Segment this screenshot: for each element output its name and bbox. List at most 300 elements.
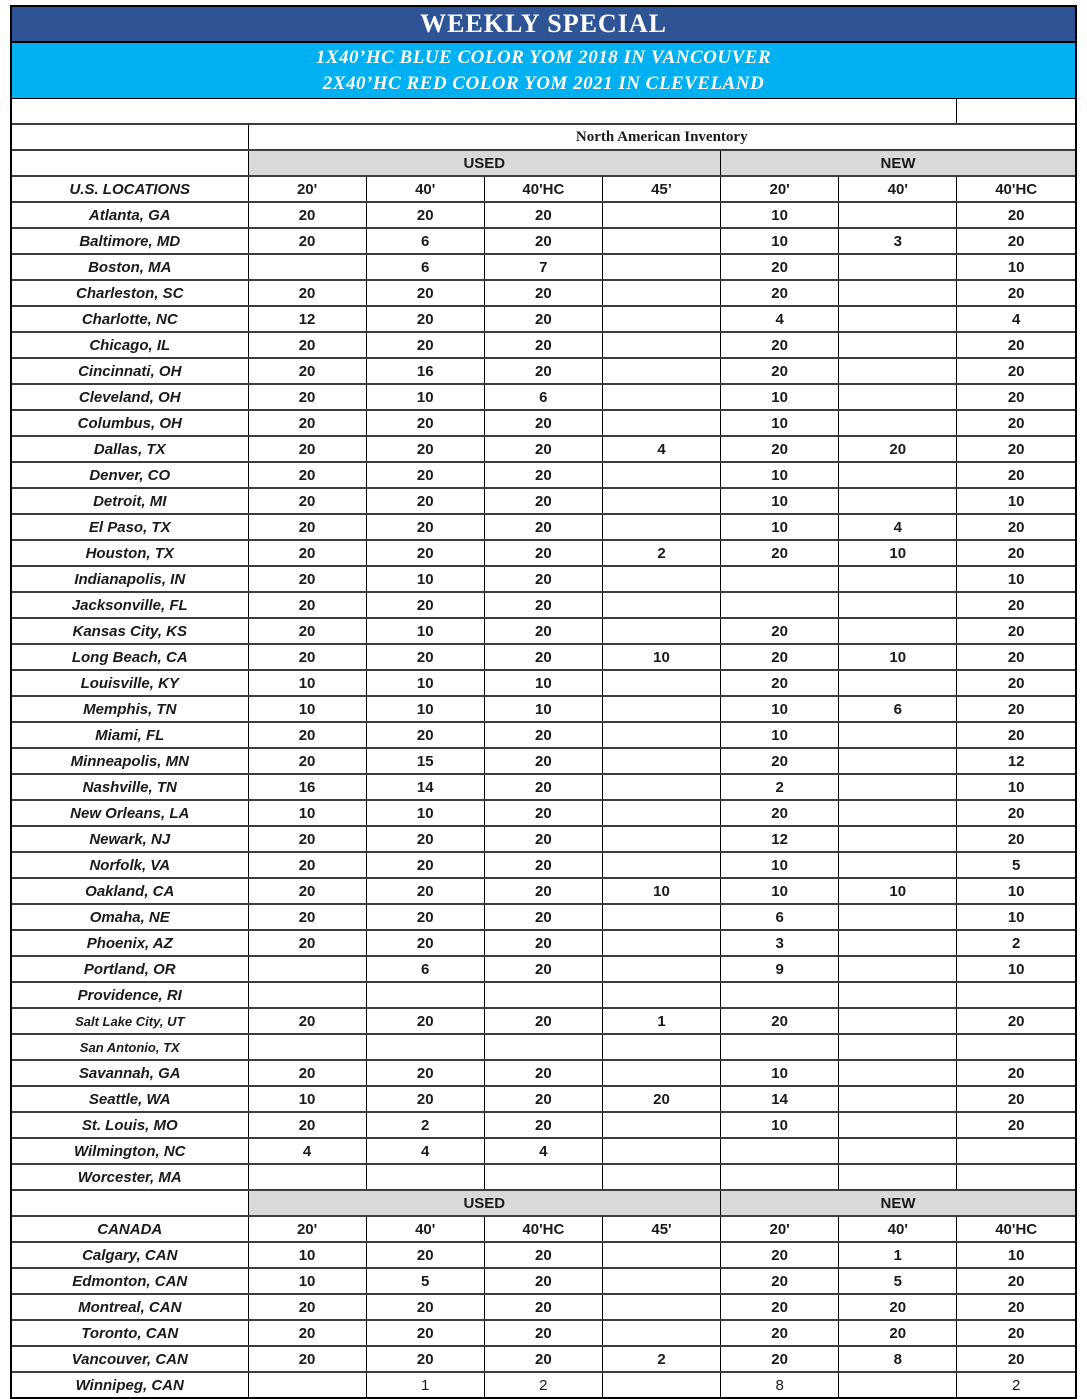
weekly-special-sheet xyxy=(10,5,1077,1399)
value-cell: 20 xyxy=(248,202,366,228)
location-cell: Kansas City, KS xyxy=(12,618,248,644)
value-cell: 20 xyxy=(366,436,484,462)
value-cell: 20 xyxy=(484,826,602,852)
value-cell: 12 xyxy=(957,748,1075,774)
value-cell: 20 xyxy=(248,1008,366,1034)
table-row xyxy=(12,1294,1075,1320)
value-cell: 10 xyxy=(366,800,484,826)
value-cell: 20 xyxy=(248,748,366,774)
table-row xyxy=(12,956,1075,982)
value-cell: 10 xyxy=(721,1060,839,1086)
value-cell: 20 xyxy=(366,462,484,488)
spacer-cell xyxy=(12,99,957,124)
value-cell xyxy=(839,488,957,514)
value-cell: 10 xyxy=(248,1086,366,1112)
location-cell: Columbus, OH xyxy=(12,410,248,436)
value-cell xyxy=(248,956,366,982)
value-cell xyxy=(602,670,720,696)
canada-header: CANADA xyxy=(12,1216,248,1242)
table-row xyxy=(12,332,1075,358)
value-cell xyxy=(484,1164,602,1190)
value-cell xyxy=(721,1164,839,1190)
value-cell: 20 xyxy=(484,228,602,254)
value-cell: 20 xyxy=(366,1320,484,1346)
value-cell: 4 xyxy=(957,306,1075,332)
table-row xyxy=(12,306,1075,332)
value-cell: 20 xyxy=(484,852,602,878)
value-cell: 10 xyxy=(721,462,839,488)
inventory-header: North American Inventory xyxy=(248,124,1075,150)
value-cell: 10 xyxy=(957,254,1075,280)
value-cell: 8 xyxy=(839,1346,957,1372)
value-cell: 5 xyxy=(839,1268,957,1294)
value-cell: 20 xyxy=(484,878,602,904)
location-cell: San Antonio, TX xyxy=(12,1034,248,1060)
canada-rows-body xyxy=(12,1242,1075,1397)
value-cell: 6 xyxy=(839,696,957,722)
value-cell: 20 xyxy=(721,254,839,280)
value-cell: 20 xyxy=(957,1346,1075,1372)
table-row xyxy=(12,904,1075,930)
table-row xyxy=(12,1320,1075,1346)
column-header: 40' xyxy=(366,1216,484,1242)
value-cell xyxy=(839,1164,957,1190)
value-cell: 20 xyxy=(484,930,602,956)
value-cell xyxy=(839,982,957,1008)
value-cell: 20 xyxy=(957,592,1075,618)
value-cell: 6 xyxy=(484,384,602,410)
spacer-cell xyxy=(957,99,1075,124)
value-cell: 6 xyxy=(366,254,484,280)
location-cell: Memphis, TN xyxy=(12,696,248,722)
value-cell xyxy=(602,280,720,306)
value-cell: 20 xyxy=(248,436,366,462)
value-cell: 20 xyxy=(366,826,484,852)
value-cell: 16 xyxy=(248,774,366,800)
value-cell: 20 xyxy=(484,722,602,748)
value-cell: 20 xyxy=(957,1112,1075,1138)
value-cell: 3 xyxy=(721,930,839,956)
table-row xyxy=(12,748,1075,774)
value-cell xyxy=(839,852,957,878)
value-cell xyxy=(957,982,1075,1008)
value-cell: 20 xyxy=(366,592,484,618)
value-cell: 20 xyxy=(366,306,484,332)
value-cell xyxy=(721,1034,839,1060)
location-cell: New Orleans, LA xyxy=(12,800,248,826)
location-cell: Boston, MA xyxy=(12,254,248,280)
value-cell: 20 xyxy=(721,670,839,696)
value-cell: 20 xyxy=(484,956,602,982)
value-cell: 2 xyxy=(721,774,839,800)
value-cell: 10 xyxy=(248,1268,366,1294)
used-group-header: USED xyxy=(248,1190,721,1216)
new-group-header: NEW xyxy=(721,1190,1075,1216)
value-cell xyxy=(839,254,957,280)
value-cell xyxy=(839,358,957,384)
table-row xyxy=(12,930,1075,956)
value-cell: 5 xyxy=(366,1268,484,1294)
value-cell xyxy=(839,1008,957,1034)
value-cell: 20 xyxy=(248,280,366,306)
value-cell: 20 xyxy=(484,1294,602,1320)
location-cell: Omaha, NE xyxy=(12,904,248,930)
value-cell: 14 xyxy=(366,774,484,800)
value-cell: 20 xyxy=(721,1346,839,1372)
value-cell: 10 xyxy=(721,514,839,540)
value-cell: 20 xyxy=(366,540,484,566)
value-cell: 20 xyxy=(957,384,1075,410)
value-cell: 20 xyxy=(721,332,839,358)
value-cell: 20 xyxy=(248,930,366,956)
value-cell xyxy=(602,1294,720,1320)
value-cell xyxy=(602,592,720,618)
location-cell: Providence, RI xyxy=(12,982,248,1008)
value-cell: 10 xyxy=(721,722,839,748)
value-cell: 6 xyxy=(366,956,484,982)
location-cell: Atlanta, GA xyxy=(12,202,248,228)
column-header: 45’ xyxy=(602,176,720,202)
group-header-row-us xyxy=(12,150,1075,176)
table-row xyxy=(12,462,1075,488)
value-cell xyxy=(602,384,720,410)
value-cell xyxy=(602,930,720,956)
value-cell xyxy=(721,982,839,1008)
value-cell: 20 xyxy=(248,1346,366,1372)
value-cell xyxy=(602,1164,720,1190)
table-row xyxy=(12,644,1075,670)
location-cell: Minneapolis, MN xyxy=(12,748,248,774)
value-cell: 10 xyxy=(602,644,720,670)
value-cell: 20 xyxy=(248,592,366,618)
value-cell: 10 xyxy=(957,488,1075,514)
value-cell: 20 xyxy=(484,1268,602,1294)
table-row xyxy=(12,566,1075,592)
location-cell: Cleveland, OH xyxy=(12,384,248,410)
value-cell xyxy=(602,202,720,228)
value-cell: 2 xyxy=(366,1112,484,1138)
value-cell xyxy=(602,1034,720,1060)
location-cell: Edmonton, CAN xyxy=(12,1268,248,1294)
value-cell: 20 xyxy=(721,1320,839,1346)
value-cell xyxy=(248,1164,366,1190)
value-cell: 16 xyxy=(366,358,484,384)
table-row xyxy=(12,410,1075,436)
value-cell: 10 xyxy=(957,774,1075,800)
value-cell: 20 xyxy=(484,748,602,774)
value-cell: 14 xyxy=(721,1086,839,1112)
value-cell: 10 xyxy=(957,878,1075,904)
location-cell: Worcester, MA xyxy=(12,1164,248,1190)
value-cell: 10 xyxy=(957,1242,1075,1268)
value-cell xyxy=(602,1320,720,1346)
value-cell: 3 xyxy=(839,228,957,254)
location-cell: Charleston, SC xyxy=(12,280,248,306)
value-cell xyxy=(602,852,720,878)
value-cell: 20 xyxy=(366,410,484,436)
value-cell: 10 xyxy=(957,566,1075,592)
table-row xyxy=(12,1060,1075,1086)
value-cell: 10 xyxy=(721,410,839,436)
value-cell: 10 xyxy=(366,566,484,592)
value-cell: 20 xyxy=(248,384,366,410)
value-cell xyxy=(839,566,957,592)
table-row xyxy=(12,826,1075,852)
value-cell: 20 xyxy=(484,488,602,514)
value-cell xyxy=(484,982,602,1008)
value-cell: 10 xyxy=(721,202,839,228)
value-cell xyxy=(839,332,957,358)
value-cell: 2 xyxy=(957,1372,1075,1397)
table-row xyxy=(12,774,1075,800)
value-cell: 10 xyxy=(602,878,720,904)
value-cell: 20 xyxy=(366,1294,484,1320)
value-cell: 20 xyxy=(957,540,1075,566)
column-header: 40'HC xyxy=(957,176,1075,202)
value-cell: 20 xyxy=(957,696,1075,722)
value-cell: 1 xyxy=(366,1372,484,1397)
value-cell: 10 xyxy=(957,904,1075,930)
value-cell: 20 xyxy=(248,1294,366,1320)
location-cell: Jacksonville, FL xyxy=(12,592,248,618)
value-cell: 20 xyxy=(957,1008,1075,1034)
value-cell xyxy=(602,722,720,748)
value-cell xyxy=(839,800,957,826)
value-cell: 20 xyxy=(484,202,602,228)
value-cell xyxy=(839,462,957,488)
value-cell: 20 xyxy=(484,306,602,332)
table-row xyxy=(12,514,1075,540)
value-cell xyxy=(839,306,957,332)
value-cell: 10 xyxy=(366,670,484,696)
table-row xyxy=(12,1164,1075,1190)
value-cell: 20 xyxy=(484,1320,602,1346)
group-header-row-canada xyxy=(12,1190,1075,1216)
value-cell: 10 xyxy=(366,696,484,722)
table-row xyxy=(12,436,1075,462)
value-cell: 10 xyxy=(839,644,957,670)
column-header: 40'HC xyxy=(484,1216,602,1242)
value-cell xyxy=(602,982,720,1008)
value-cell: 20 xyxy=(721,618,839,644)
value-cell xyxy=(484,1034,602,1060)
value-cell: 10 xyxy=(721,1112,839,1138)
value-cell: 10 xyxy=(721,384,839,410)
value-cell: 2 xyxy=(957,930,1075,956)
location-cell: Winnipeg, CAN xyxy=(12,1372,248,1397)
value-cell: 20 xyxy=(484,1086,602,1112)
column-header: 20' xyxy=(721,1216,839,1242)
table-row xyxy=(12,1268,1075,1294)
value-cell xyxy=(839,904,957,930)
value-cell: 20 xyxy=(366,1008,484,1034)
column-header-row-canada xyxy=(12,1216,1075,1242)
value-cell: 20 xyxy=(721,436,839,462)
value-cell: 20 xyxy=(721,358,839,384)
value-cell xyxy=(602,1138,720,1164)
value-cell xyxy=(602,1060,720,1086)
table-row xyxy=(12,254,1075,280)
value-cell xyxy=(721,1138,839,1164)
value-cell xyxy=(839,748,957,774)
value-cell: 20 xyxy=(484,462,602,488)
location-cell: Oakland, CA xyxy=(12,878,248,904)
value-cell: 20 xyxy=(484,436,602,462)
value-cell: 20 xyxy=(248,878,366,904)
value-cell: 10 xyxy=(484,696,602,722)
value-cell: 20 xyxy=(248,540,366,566)
value-cell: 10 xyxy=(721,878,839,904)
value-cell: 20 xyxy=(484,1346,602,1372)
table-row xyxy=(12,670,1075,696)
value-cell xyxy=(602,748,720,774)
page-title: WEEKLY SPECIAL xyxy=(420,9,667,38)
value-cell xyxy=(602,1372,720,1397)
value-cell: 20 xyxy=(484,280,602,306)
value-cell: 20 xyxy=(484,540,602,566)
location-cell: St. Louis, MO xyxy=(12,1112,248,1138)
value-cell: 20 xyxy=(957,228,1075,254)
value-cell xyxy=(839,280,957,306)
value-cell: 10 xyxy=(957,956,1075,982)
value-cell: 20 xyxy=(366,1242,484,1268)
us-rows-body xyxy=(12,202,1075,1190)
value-cell: 10 xyxy=(721,228,839,254)
location-cell: Houston, TX xyxy=(12,540,248,566)
spacer-row xyxy=(12,99,1075,124)
column-header: 40' xyxy=(839,176,957,202)
blank-cell xyxy=(12,1190,248,1216)
location-cell: Miami, FL xyxy=(12,722,248,748)
table-row xyxy=(12,384,1075,410)
location-cell: Chicago, IL xyxy=(12,332,248,358)
column-header: 20' xyxy=(248,176,366,202)
value-cell: 8 xyxy=(721,1372,839,1397)
value-cell xyxy=(839,202,957,228)
location-cell: Wilmington, NC xyxy=(12,1138,248,1164)
value-cell: 20 xyxy=(957,358,1075,384)
blank-cell xyxy=(12,124,248,150)
location-cell: Nashville, TN xyxy=(12,774,248,800)
value-cell xyxy=(602,306,720,332)
value-cell: 20 xyxy=(957,332,1075,358)
value-cell: 20 xyxy=(957,514,1075,540)
value-cell: 2 xyxy=(484,1372,602,1397)
location-cell: Indianapolis, IN xyxy=(12,566,248,592)
value-cell: 20 xyxy=(366,514,484,540)
value-cell xyxy=(602,514,720,540)
value-cell: 10 xyxy=(721,488,839,514)
location-cell: Toronto, CAN xyxy=(12,1320,248,1346)
value-cell: 20 xyxy=(366,852,484,878)
value-cell xyxy=(366,1164,484,1190)
location-cell: Charlotte, NC xyxy=(12,306,248,332)
value-cell: 6 xyxy=(366,228,484,254)
value-cell: 20 xyxy=(366,1346,484,1372)
table-row xyxy=(12,800,1075,826)
value-cell xyxy=(602,904,720,930)
value-cell: 20 xyxy=(484,358,602,384)
value-cell: 10 xyxy=(248,1242,366,1268)
value-cell: 20 xyxy=(957,1268,1075,1294)
table-row xyxy=(12,1086,1075,1112)
value-cell: 20 xyxy=(957,800,1075,826)
value-cell: 20 xyxy=(248,228,366,254)
value-cell: 9 xyxy=(721,956,839,982)
table-row xyxy=(12,878,1075,904)
value-cell: 20 xyxy=(484,332,602,358)
table-row xyxy=(12,228,1075,254)
value-cell: 20 xyxy=(484,904,602,930)
value-cell: 20 xyxy=(957,410,1075,436)
value-cell: 2 xyxy=(602,540,720,566)
value-cell: 4 xyxy=(484,1138,602,1164)
value-cell: 20 xyxy=(248,462,366,488)
blank-cell xyxy=(12,150,248,176)
value-cell xyxy=(839,1138,957,1164)
value-cell: 10 xyxy=(248,696,366,722)
value-cell: 20 xyxy=(721,748,839,774)
value-cell xyxy=(602,566,720,592)
value-cell: 20 xyxy=(721,644,839,670)
table-row xyxy=(12,1242,1075,1268)
value-cell: 1 xyxy=(839,1242,957,1268)
value-cell xyxy=(248,1034,366,1060)
value-cell: 20 xyxy=(366,332,484,358)
value-cell xyxy=(839,722,957,748)
value-cell: 10 xyxy=(839,540,957,566)
value-cell xyxy=(602,618,720,644)
table-row xyxy=(12,592,1075,618)
value-cell xyxy=(957,1034,1075,1060)
special-banner xyxy=(12,43,1075,99)
value-cell xyxy=(602,1268,720,1294)
value-cell: 20 xyxy=(366,1086,484,1112)
location-cell: Cincinnati, OH xyxy=(12,358,248,384)
value-cell: 20 xyxy=(957,202,1075,228)
value-cell: 20 xyxy=(248,904,366,930)
value-cell: 20 xyxy=(721,280,839,306)
table-row xyxy=(12,1034,1075,1060)
value-cell: 20 xyxy=(248,332,366,358)
value-cell xyxy=(839,930,957,956)
location-cell: Savannah, GA xyxy=(12,1060,248,1086)
value-cell xyxy=(839,592,957,618)
table-row xyxy=(12,280,1075,306)
value-cell: 20 xyxy=(721,540,839,566)
column-header: 20' xyxy=(248,1216,366,1242)
value-cell xyxy=(602,696,720,722)
location-cell: Detroit, MI xyxy=(12,488,248,514)
value-cell: 20 xyxy=(248,488,366,514)
table-row xyxy=(12,696,1075,722)
value-cell: 20 xyxy=(366,930,484,956)
value-cell: 20 xyxy=(957,1294,1075,1320)
value-cell xyxy=(839,1060,957,1086)
value-cell: 20 xyxy=(957,826,1075,852)
location-cell: Norfolk, VA xyxy=(12,852,248,878)
value-cell: 20 xyxy=(957,1086,1075,1112)
value-cell: 20 xyxy=(366,878,484,904)
value-cell: 20 xyxy=(839,1294,957,1320)
value-cell: 20 xyxy=(484,800,602,826)
value-cell: 20 xyxy=(248,566,366,592)
value-cell xyxy=(602,358,720,384)
value-cell: 10 xyxy=(366,384,484,410)
value-cell xyxy=(602,1242,720,1268)
value-cell: 10 xyxy=(839,878,957,904)
value-cell xyxy=(839,618,957,644)
